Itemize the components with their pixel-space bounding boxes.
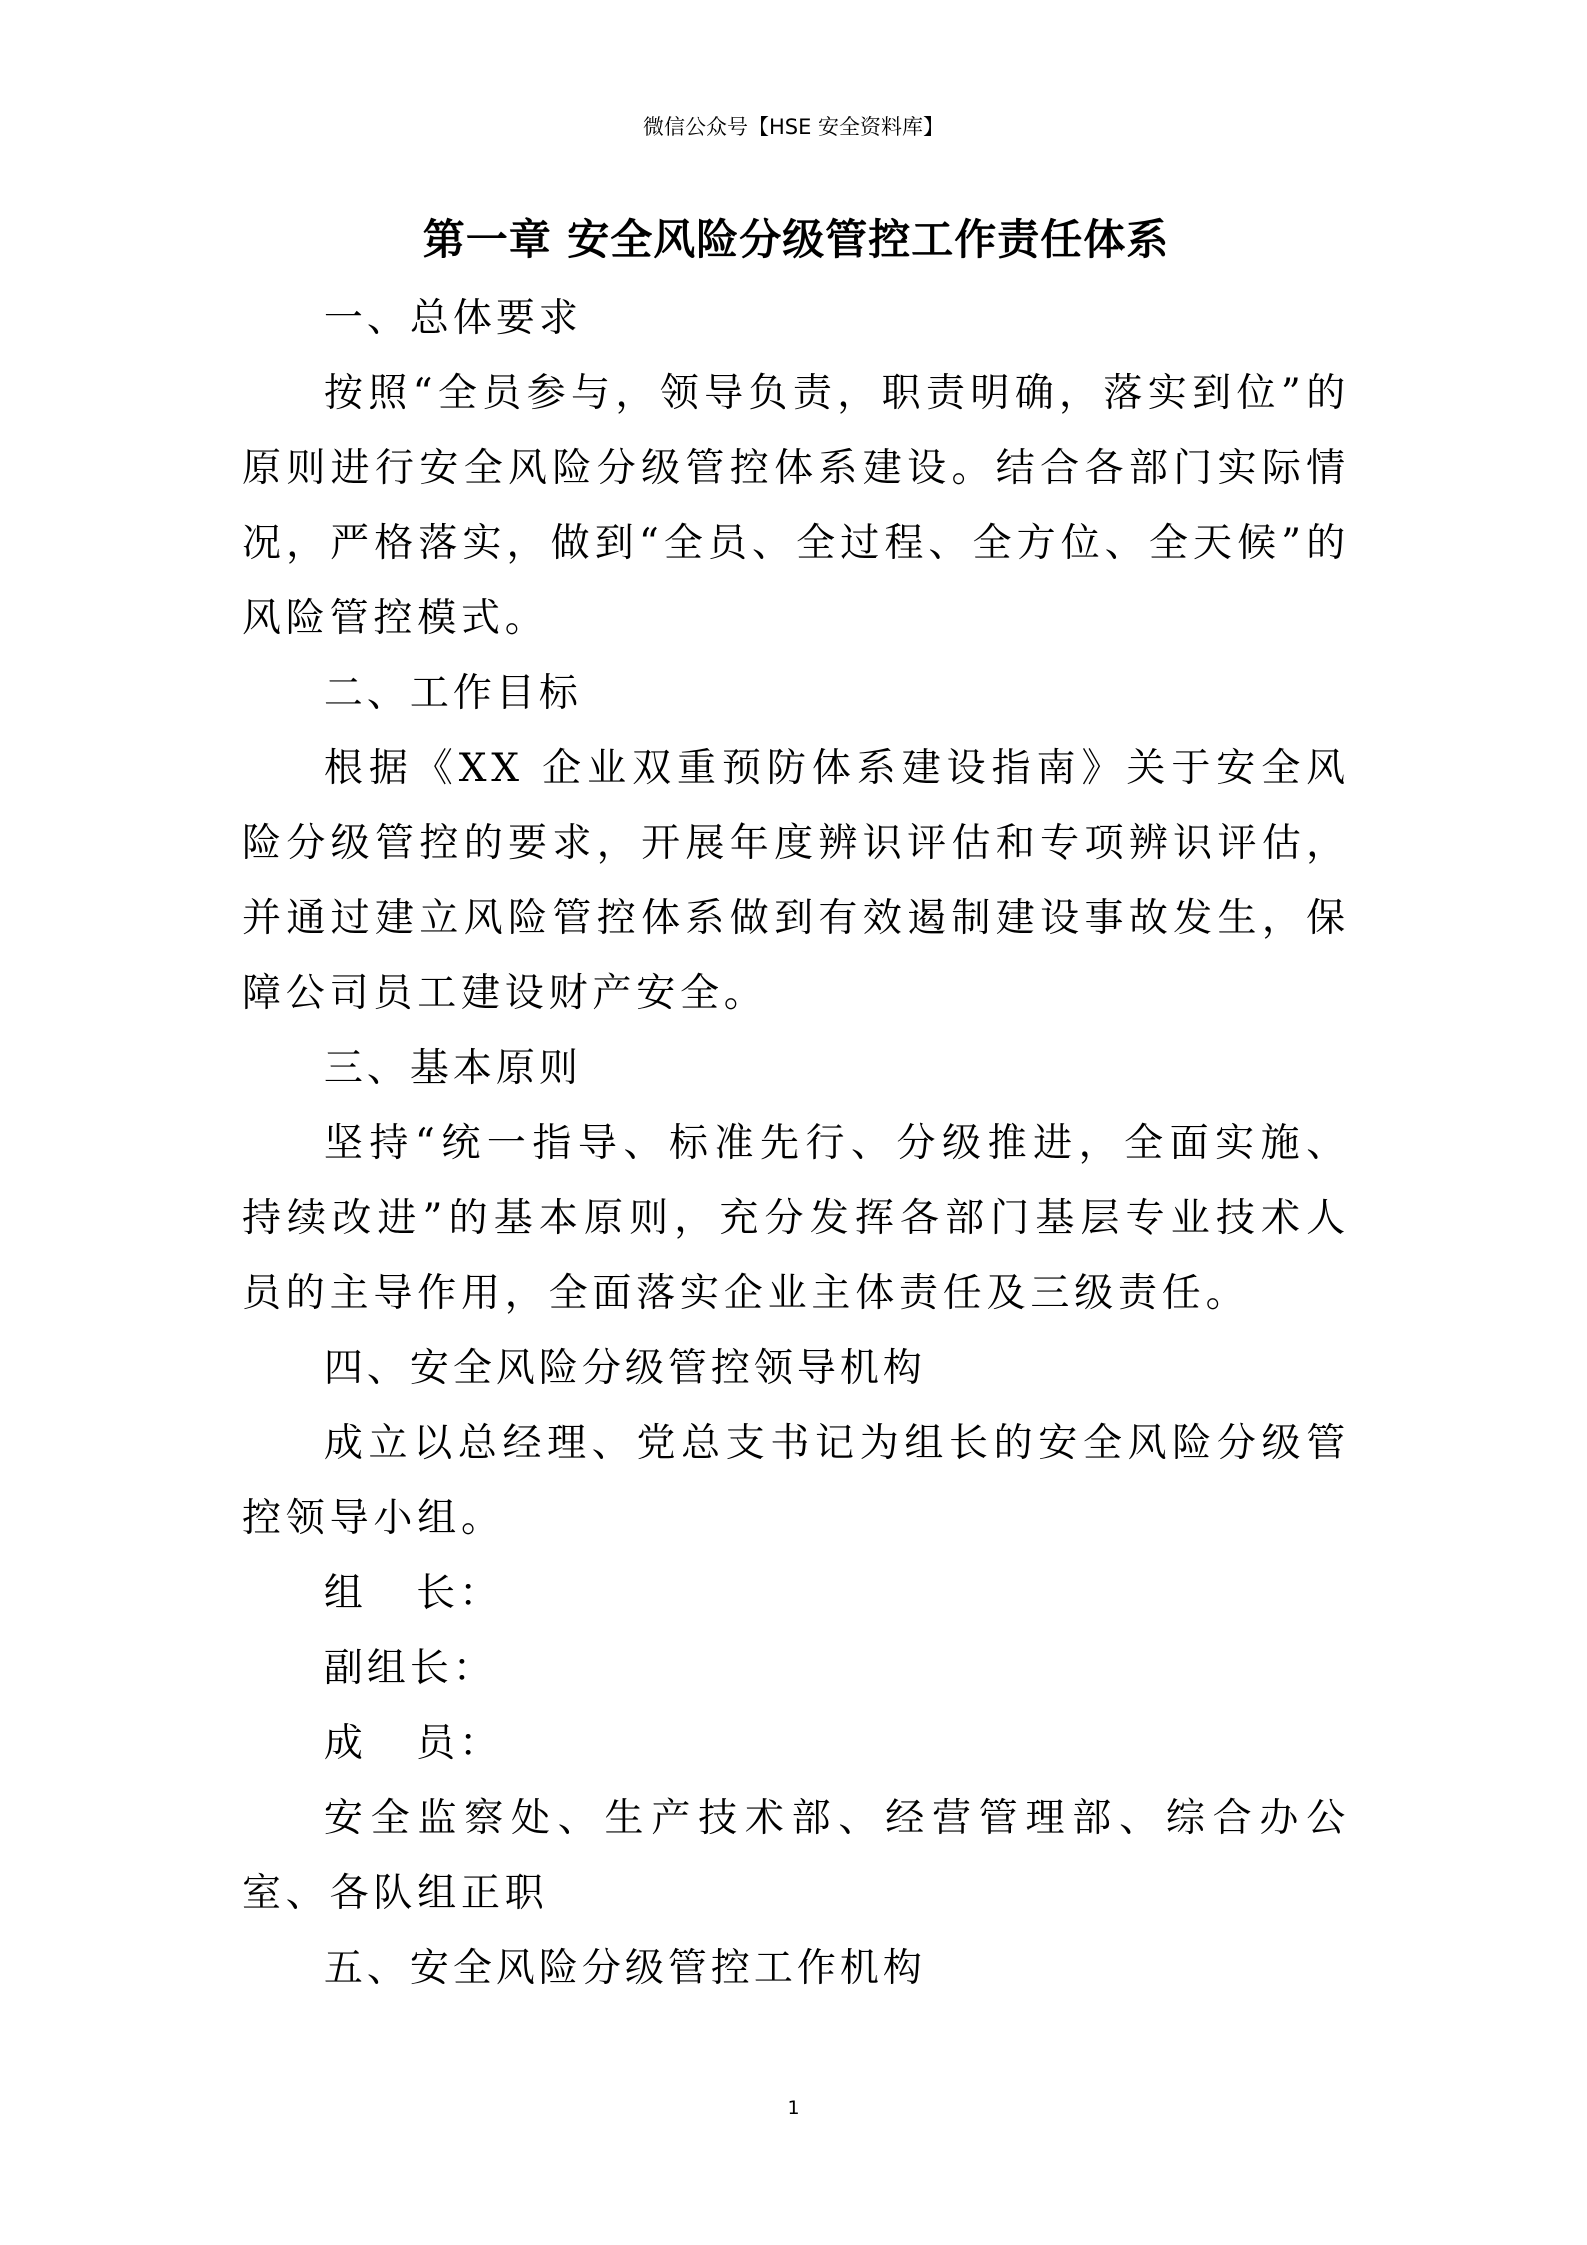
- page-number: 1: [787, 2097, 800, 2119]
- chapter-title: 第一章 安全风险分级管控工作责任体系: [422, 215, 1170, 264]
- member-label: 成 员：: [323, 1721, 503, 1766]
- leader-label: 组 长：: [323, 1571, 503, 1616]
- section-body-leadership: 成立以总经理、党总支书记为组长的安全风险分级管控领导小组。: [242, 1421, 1350, 1541]
- section-heading-basic-principles: 三、基本原则: [323, 1046, 582, 1091]
- deputy-leader-label: 副组长：: [323, 1646, 496, 1691]
- section-body-basic-principles: 坚持“统一指导、标准先行、分级推进，全面实施、持续改进”的基本原则，充分发挥各部门基层专业技术人员的主导作用，全面落实企业主体责任及三级责任。: [242, 1121, 1350, 1316]
- section-heading-leadership: 四、安全风险分级管控领导机构: [323, 1346, 926, 1391]
- page-header: 微信公众号【HSE 安全资料库】: [642, 115, 945, 139]
- section-heading-general-requirements: 一、总体要求: [323, 296, 582, 341]
- section-heading-working-body: 五、安全风险分级管控工作机构: [323, 1946, 926, 1991]
- document-body: [242, 205, 1350, 2006]
- section-heading-work-goals: 二、工作目标: [323, 671, 582, 716]
- section-body-general-requirements: 按照“全员参与，领导负责，职责明确，落实到位”的原则进行安全风险分级管控体系建设。结合各部门实际情况，严格落实，做到“全员、全过程、全方位、全天候”的风险管控模式。: [242, 371, 1350, 641]
- member-list: 安全监察处、生产技术部、经营管理部、综合办公室、各队组正职: [242, 1796, 1350, 1916]
- section-body-work-goals: 根据《XX 企业双重预防体系建设指南》关于安全风险分级管控的要求，开展年度辨识评估和专项辨识评估，并通过建立风险管控体系做到有效遏制建设事故发生，保障公司员工建设财产安全。: [242, 746, 1350, 1016]
